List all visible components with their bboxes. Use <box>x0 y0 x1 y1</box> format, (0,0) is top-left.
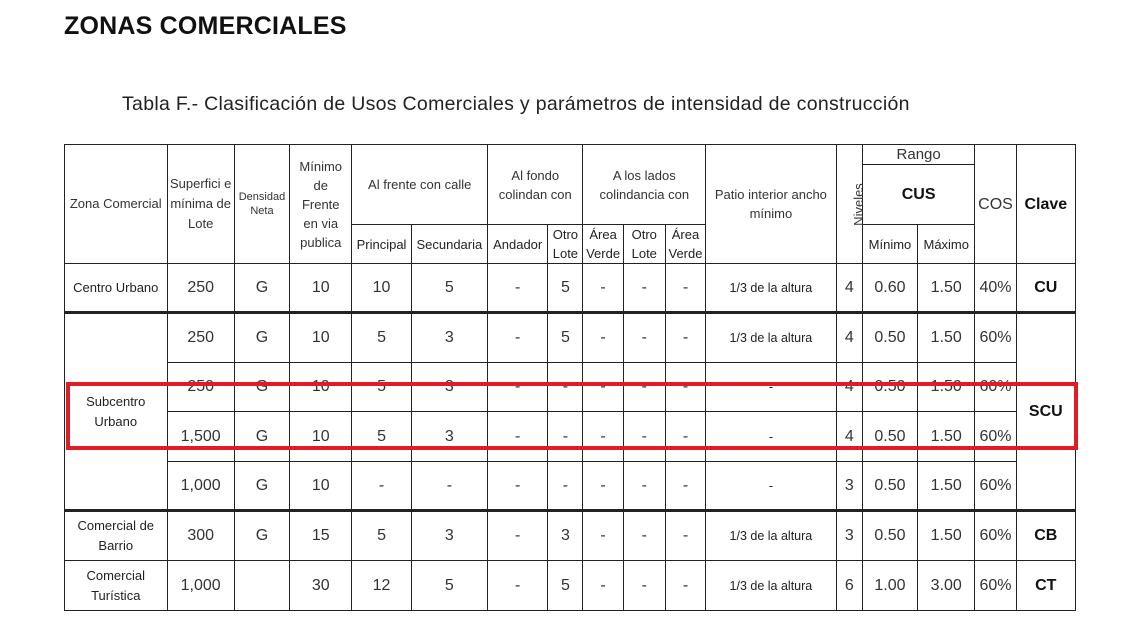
cell-frente: 10 <box>290 412 352 462</box>
header-cus-maximo: Máximo <box>918 225 975 264</box>
cell-otro-lote-lados: - <box>623 264 665 313</box>
cell-cus-min: 0.50 <box>862 511 917 561</box>
header-zona: Zona Comercial <box>65 145 168 264</box>
header-cos: COS <box>975 145 1016 264</box>
cell-otro-lote-lados: - <box>623 462 665 511</box>
cell-andador: - <box>488 313 548 363</box>
cell-secundaria: 3 <box>411 313 487 363</box>
cell-superficie: 250 <box>167 363 234 412</box>
cell-superficie: 1,000 <box>167 462 234 511</box>
header-cus: CUS <box>862 165 975 225</box>
cell-andador: - <box>488 511 548 561</box>
header-densidad: Densidad Neta <box>234 145 289 264</box>
cell-area-verde-lados: - <box>665 363 705 412</box>
table-caption: Tabla F.- Clasificación de Usos Comerciales y parámetros de intensidad de construcción <box>122 93 910 115</box>
cell-principal: 5 <box>352 412 411 462</box>
cell-patio: - <box>706 462 837 511</box>
cell-otro-lote-fondo: 5 <box>548 313 583 363</box>
cell-cos: 60% <box>975 412 1016 462</box>
cell-area-verde-fondo: - <box>583 462 623 511</box>
cell-cus-max: 1.50 <box>918 363 975 412</box>
cell-secundaria: 3 <box>411 412 487 462</box>
cell-niveles: 6 <box>836 561 862 611</box>
cell-densidad <box>234 561 289 611</box>
cell-densidad: G <box>234 462 289 511</box>
table-row <box>65 511 1076 561</box>
header-rango: Rango <box>862 145 975 165</box>
cell-cus-min: 0.50 <box>862 412 917 462</box>
cell-otro-lote-fondo: - <box>548 412 583 462</box>
clave-cell-cu: CU <box>1016 264 1075 313</box>
header-patio: Patio interior ancho mínimo <box>706 145 837 264</box>
table-row <box>65 412 1076 462</box>
zone-cell-cu: Centro Urbano <box>65 264 168 313</box>
cell-superficie: 250 <box>167 313 234 363</box>
cell-cus-max: 1.50 <box>918 462 975 511</box>
page-heading: ZONAS COMERCIALES <box>64 12 347 40</box>
header-andador: Andador <box>488 225 548 264</box>
header-al-fondo: Al fondo colindan con <box>488 145 583 225</box>
header-niveles: Niveles <box>836 145 862 264</box>
cell-area-verde-fondo: - <box>583 412 623 462</box>
cell-frente: 15 <box>290 511 352 561</box>
cell-area-verde-lados: - <box>665 412 705 462</box>
cell-otro-lote-fondo: 5 <box>548 264 583 313</box>
cell-cus-min: 0.50 <box>862 462 917 511</box>
cell-niveles: 4 <box>836 313 862 363</box>
cell-otro-lote-lados: - <box>623 313 665 363</box>
clave-cell-ct: CT <box>1016 561 1075 611</box>
cell-frente: 10 <box>290 462 352 511</box>
cell-andador: - <box>488 363 548 412</box>
cell-niveles: 4 <box>836 264 862 313</box>
cell-patio: 1/3 de la altura <box>706 511 837 561</box>
cell-frente: 10 <box>290 264 352 313</box>
cell-frente: 10 <box>290 313 352 363</box>
cell-area-verde-fondo: - <box>583 264 623 313</box>
cell-secundaria: 3 <box>411 511 487 561</box>
cell-principal: 10 <box>352 264 411 313</box>
cell-niveles: 3 <box>836 511 862 561</box>
cell-cus-max: 3.00 <box>918 561 975 611</box>
cell-niveles: 4 <box>836 412 862 462</box>
cell-cus-min: 0.60 <box>862 264 917 313</box>
cell-principal: 12 <box>352 561 411 611</box>
header-al-frente: Al frente con calle <box>352 145 488 225</box>
cell-cos: 60% <box>975 462 1016 511</box>
cell-superficie: 300 <box>167 511 234 561</box>
cell-andador: - <box>488 561 548 611</box>
cell-area-verde-lados: - <box>665 313 705 363</box>
cell-cus-max: 1.50 <box>918 511 975 561</box>
cell-superficie: 250 <box>167 264 234 313</box>
clave-cell-cb: CB <box>1016 511 1075 561</box>
cell-area-verde-fondo: - <box>583 561 623 611</box>
cell-otro-lote-lados: - <box>623 561 665 611</box>
zone-cell-cb: Comercial de Barrio <box>65 511 168 561</box>
cell-principal: 5 <box>352 363 411 412</box>
table-row <box>65 561 1076 611</box>
cell-densidad: G <box>234 363 289 412</box>
header-otro-lote-lados: Otro Lote <box>623 225 665 264</box>
cell-cus-min: 0.50 <box>862 313 917 363</box>
cell-cos: 60% <box>975 561 1016 611</box>
table-row <box>65 313 1076 363</box>
cell-andador: - <box>488 264 548 313</box>
header-row-1 <box>65 145 1076 165</box>
header-area-verde-lados: Área Verde <box>665 225 705 264</box>
commercial-zones-table <box>64 144 1076 611</box>
cell-cus-min: 0.50 <box>862 363 917 412</box>
cell-cos: 60% <box>975 363 1016 412</box>
cell-patio: 1/3 de la altura <box>706 561 837 611</box>
cell-densidad: G <box>234 264 289 313</box>
cell-cos: 40% <box>975 264 1016 313</box>
cell-patio: - <box>706 412 837 462</box>
cell-area-verde-lados: - <box>665 561 705 611</box>
cell-frente: 10 <box>290 363 352 412</box>
cell-niveles: 4 <box>836 363 862 412</box>
cell-cus-max: 1.50 <box>918 412 975 462</box>
header-a-los-lados: A los lados colindancia con <box>583 145 706 225</box>
cell-secundaria: 3 <box>411 363 487 412</box>
cell-area-verde-fondo: - <box>583 511 623 561</box>
table-row <box>65 363 1076 412</box>
header-principal: Principal <box>352 225 411 264</box>
header-area-verde-fondo: Área Verde <box>583 225 623 264</box>
cell-densidad: G <box>234 313 289 363</box>
cell-densidad: G <box>234 412 289 462</box>
table-row <box>65 264 1076 313</box>
cell-principal: 5 <box>352 313 411 363</box>
table-row <box>65 462 1076 511</box>
zone-cell-ct: Comercial Turística <box>65 561 168 611</box>
cell-principal: - <box>352 462 411 511</box>
header-cus-minimo: Mínimo <box>862 225 917 264</box>
cell-cos: 60% <box>975 313 1016 363</box>
cell-cus-min: 1.00 <box>862 561 917 611</box>
cell-andador: - <box>488 462 548 511</box>
cell-cus-max: 1.50 <box>918 313 975 363</box>
clave-cell-scu: SCU <box>1016 313 1075 511</box>
cell-area-verde-lados: - <box>665 511 705 561</box>
cell-densidad: G <box>234 511 289 561</box>
cell-secundaria: 5 <box>411 264 487 313</box>
header-minimo-frente: Mínimo de Frente en via publica <box>290 145 352 264</box>
cell-area-verde-lados: - <box>665 264 705 313</box>
header-otro-lote-fondo: Otro Lote <box>548 225 583 264</box>
cell-superficie: 1,500 <box>167 412 234 462</box>
cell-otro-lote-fondo: - <box>548 462 583 511</box>
cell-secundaria: - <box>411 462 487 511</box>
cell-principal: 5 <box>352 511 411 561</box>
cell-cos: 60% <box>975 511 1016 561</box>
cell-cus-max: 1.50 <box>918 264 975 313</box>
cell-area-verde-fondo: - <box>583 313 623 363</box>
cell-otro-lote-fondo: - <box>548 363 583 412</box>
cell-niveles: 3 <box>836 462 862 511</box>
cell-otro-lote-lados: - <box>623 363 665 412</box>
cell-otro-lote-lados: - <box>623 511 665 561</box>
cell-patio: 1/3 de la altura <box>706 313 837 363</box>
cell-area-verde-fondo: - <box>583 363 623 412</box>
cell-andador: - <box>488 412 548 462</box>
cell-patio: 1/3 de la altura <box>706 264 837 313</box>
cell-frente: 30 <box>290 561 352 611</box>
cell-secundaria: 5 <box>411 561 487 611</box>
cell-otro-lote-lados: - <box>623 412 665 462</box>
header-superficie: Superfici e mínima de Lote <box>167 145 234 264</box>
header-clave: Clave <box>1016 145 1075 264</box>
header-secundaria: Secundaria <box>411 225 487 264</box>
cell-otro-lote-fondo: 3 <box>548 511 583 561</box>
zone-cell-scu: Subcentro Urbano <box>65 313 168 511</box>
cell-superficie: 1,000 <box>167 561 234 611</box>
cell-otro-lote-fondo: 5 <box>548 561 583 611</box>
cell-area-verde-lados: - <box>665 462 705 511</box>
cell-patio: - <box>706 363 837 412</box>
